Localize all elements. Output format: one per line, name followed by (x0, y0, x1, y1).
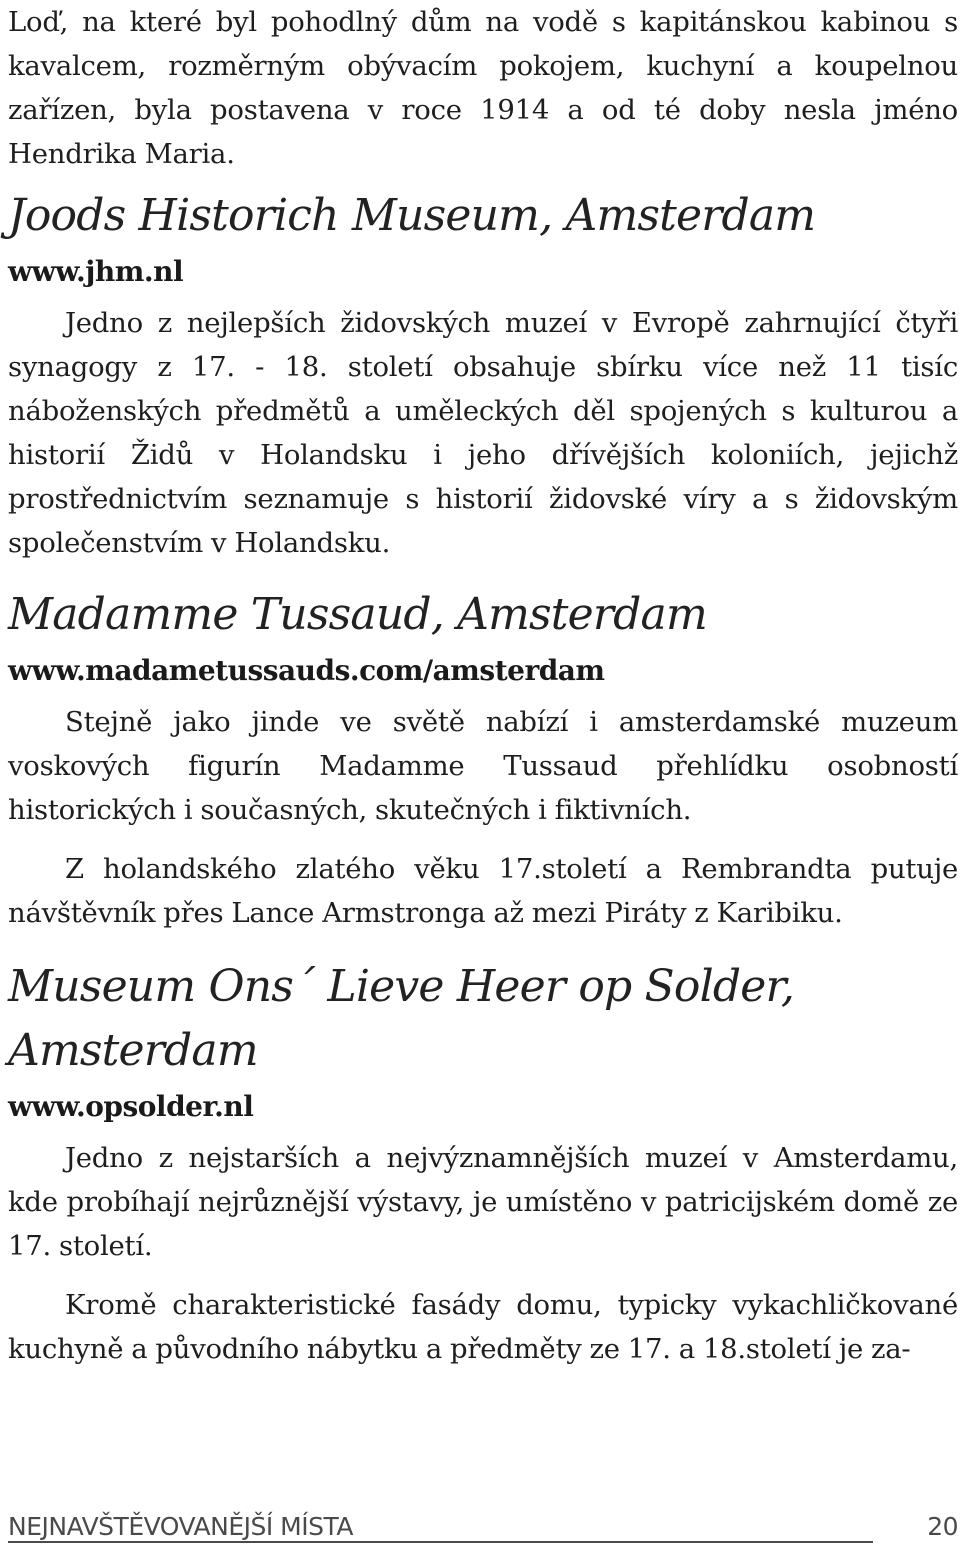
section-url[interactable]: www.madametussauds.com/amsterdam (8, 654, 605, 687)
footer-title: NEJNAVŠTĚVOVANĚJŠÍ MÍSTA (8, 1512, 873, 1543)
section-heading: Joods Historich Museum, Amsterdam (8, 190, 816, 241)
document-page (8, 0, 958, 1371)
section-url[interactable]: www.jhm.nl (8, 255, 184, 288)
page-footer (8, 1512, 958, 1552)
section-paragraph: Z holandského zlatého věku 17.století a Rembrandta putuje návštěvník přes Lance Armstronga až mezi Piráty z Karibiku. (8, 853, 958, 929)
section-heading: Madamme Tussaud, Amsterdam (8, 589, 707, 640)
section-tussaud (8, 583, 958, 935)
page-number: 20 (927, 1512, 958, 1541)
section-paragraph: Jedno z nejstarších a nejvýznamnějších muzeí v Amsterdamu, kde probíhají nejrůznější výstavy, je umístěno v patricijském domě ze 17. století. (8, 1142, 958, 1262)
section-opsolder (8, 955, 958, 1371)
section-paragraph: Stejně jako jinde ve světě nabízí i amsterdamské muzeum voskových figurín Madamme Tussaud přehlídku osobností historických i současných, skutečných i fiktivních. (8, 706, 958, 826)
section-paragraph: Jedno z nejlepších židovských muzeí v Evropě zahrnující čtyři synagogy z 17. - 18. století obsahuje sbírku více než 11 tisíc náboženských předmětů a uměleckých děl spojených s kulturou a historií Židů v Holandsku i jeho dřívějších koloniích, jejichž prostřednictvím seznamuje s historií židovské víry a s židovským společenstvím v Holandsku. (8, 307, 958, 559)
section-jhm (8, 184, 958, 565)
section-url[interactable]: www.opsolder.nl (8, 1090, 254, 1123)
section-heading: Museum Ons´ Lieve Heer op Solder, Amsterdam (8, 961, 795, 1076)
section-paragraph: Kromě charakteristické fasády domu, typicky vykachličkované kuchyně a původního nábytku a předměty ze 17. a 18.století je za- (8, 1289, 958, 1365)
intro-paragraph: Loď, na které byl pohodlný dům na vodě s kapitánskou kabinou s kavalcem, rozměrným obývacím pokojem, kuchyní a koupelnou zařízen, byla postavena v roce 1914 a od té doby nesla jméno Hendrika Maria. (8, 6, 958, 170)
